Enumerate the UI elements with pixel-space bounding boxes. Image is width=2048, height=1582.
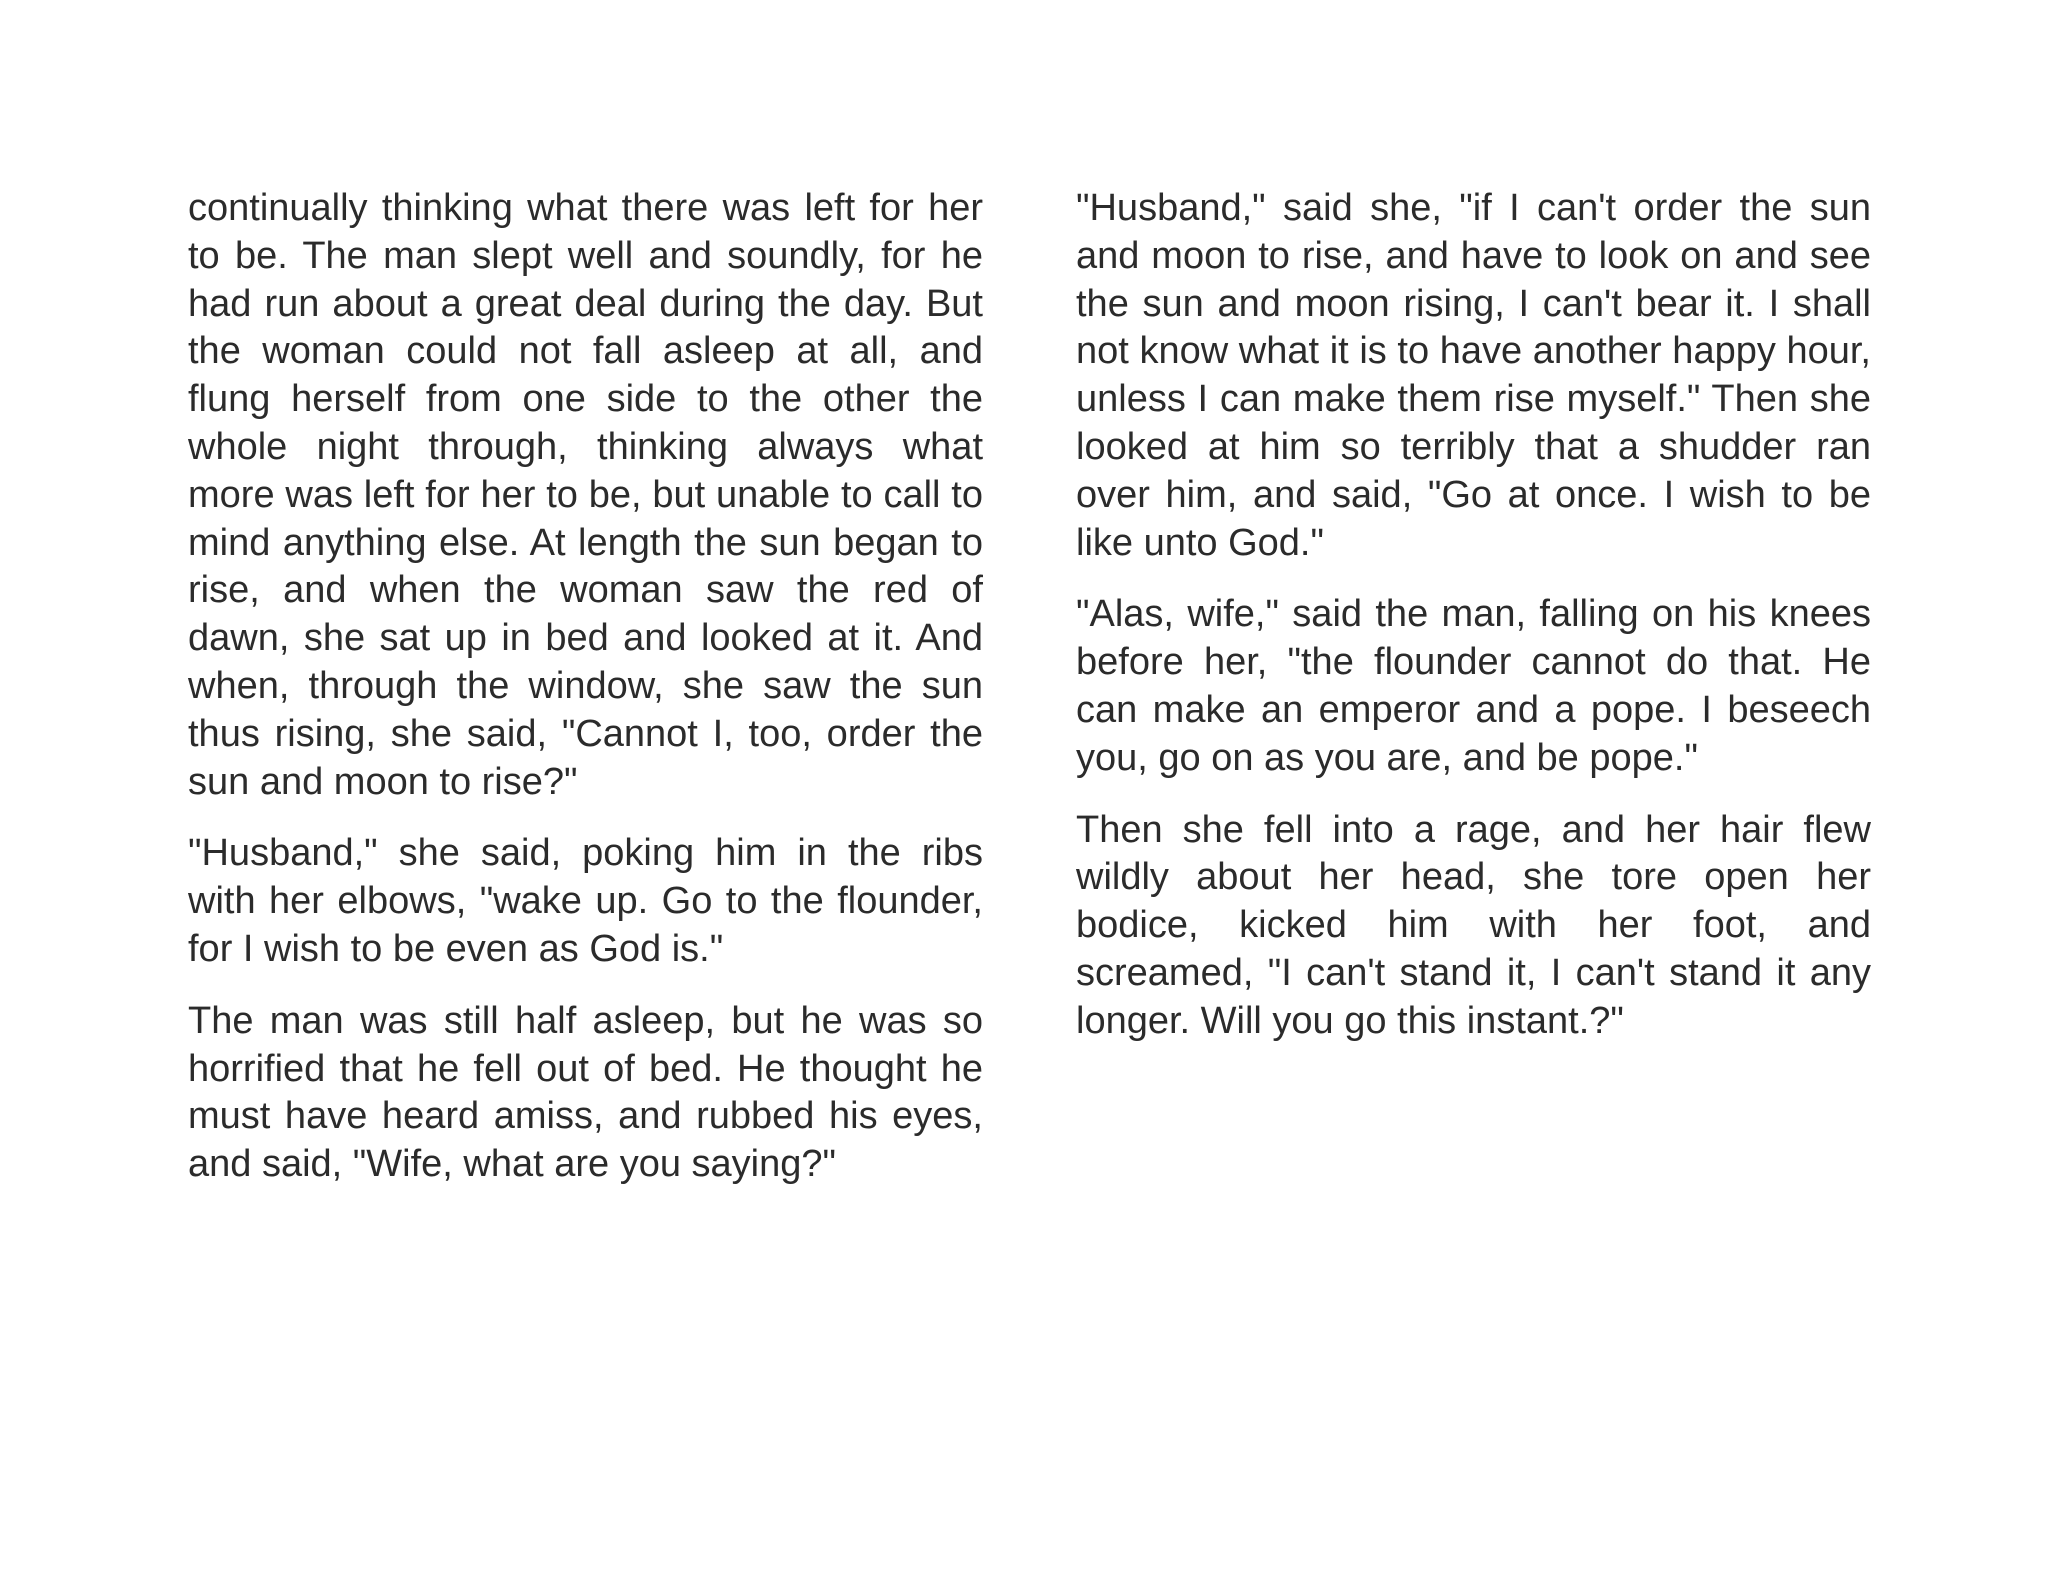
paragraph: Then she fell into a rage, and her hair flew wildly about her head, she tore open her bodice, kicked him with her foot, and screamed, "I can't stand it, I can't stand it any longer. Will you go this instant.?" (1076, 808, 1871, 1042)
paragraph: "Husband," she said, poking him in the ribs with her elbows, "wake up. Go to the flounder, for I wish to be even as God is." (188, 832, 983, 970)
paragraph: "Alas, wife," said the man, falling on his knees before her, "the flounder cannot do that. He can make an emperor and a pope. I beseech you, go on as you are, and be pope." (1076, 593, 1871, 779)
paragraph: The man was still half asleep, but he was so horrified that he fell out of bed. He thought he must have heard amiss, and rubbed his eyes, and said, "Wife, what are you saying?" (188, 999, 983, 1186)
paragraph: continually thinking what there was left for her to be. The man slept well and soundly, for he had run about a great deal during the day. But the woman could not fall asleep at all, and flung herself from one side to the other the whole night through, thinking always what more was left for her to be, but unable to call to mind anything else. At length the sun began to rise, and when the woman saw the red of dawn, she sat up in bed and looked at it. And when, through the window, she saw the sun thus rising, she said, "Cannot I, too, order the sun and moon to rise?" (188, 187, 983, 803)
paragraph: "Husband," said she, "if I can't order the sun and moon to rise, and have to look on and see the sun and moon rising, I can't bear it. I shall not know what it is to have another happy hour, unless I can make them rise myself." Then she looked at him so terribly that a shudder ran over him, and said, "Go at once. I wish to be like unto God." (1076, 187, 1871, 564)
right-column (1076, 185, 1871, 1070)
left-column (188, 185, 983, 1213)
